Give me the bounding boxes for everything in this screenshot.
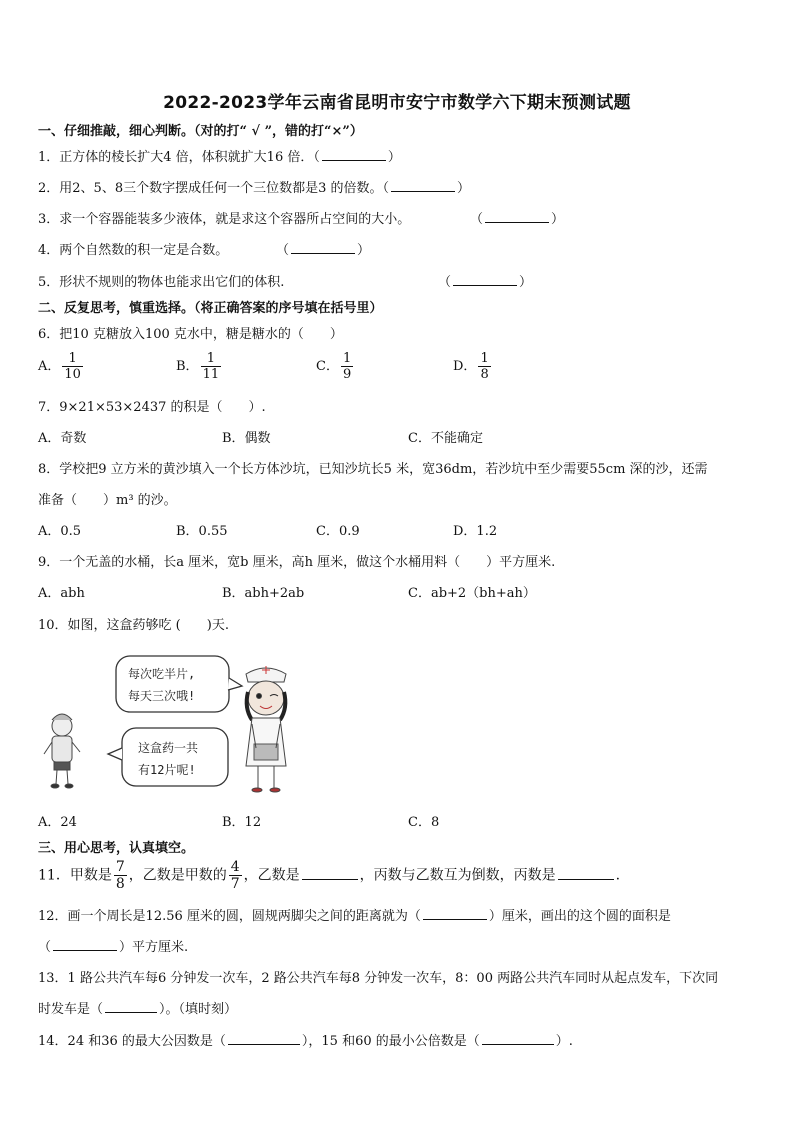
q1-text: 1．正方体的棱长扩大4 倍，体积就扩大16 倍．（ <box>38 150 320 165</box>
q10-option-a[interactable]: A．24 <box>38 815 77 830</box>
question-3 <box>38 208 410 227</box>
q7-option-c[interactable]: C．不能确定 <box>408 431 483 446</box>
q3-answer: （ ） <box>470 212 565 227</box>
q4-text: 4．两个自然数的积一定是合数。 <box>38 243 229 258</box>
question-7: 7．9×21×53×2437 的积是（ ）. <box>38 400 266 415</box>
speech-bubble-child <box>108 728 228 786</box>
q9-option-c[interactable]: C．ab+2（bh+ah） <box>408 586 536 601</box>
q3-answer-blank[interactable] <box>485 210 549 223</box>
q6-option-d[interactable]: D． $\frac{1}{8}$ <box>453 351 489 382</box>
q9-option-a[interactable]: A．abh <box>38 586 85 601</box>
q3-text: 3．求一个容器能装多少液体，就是求这个容器所占空间的大小。 <box>38 212 411 227</box>
question-5 <box>38 271 284 290</box>
q11-answer-blank-1[interactable] <box>302 867 358 880</box>
question-14: 14．24 和36 的最大公因数是（ ），15 和60 的最小公倍数是（ ）. <box>38 1034 573 1049</box>
q7-option-b[interactable]: B．偶数 <box>222 431 271 446</box>
q8-option-a[interactable]: A．0.5 <box>38 524 82 539</box>
bubble2-line1: 这盒药一共 <box>138 741 199 755</box>
bubble2-line2: 有12片呢! <box>138 763 196 777</box>
q12-answer-blank-2[interactable] <box>53 938 117 951</box>
nurse-figure-icon <box>246 666 286 792</box>
q10-illustration <box>38 648 308 800</box>
q2-text: 2．用2、5、8三个数字摆成任何一个三位数都是3 的倍数。（ <box>38 181 389 196</box>
q11-answer-blank-2[interactable] <box>558 867 614 880</box>
q14-answer-blank-2[interactable] <box>482 1032 554 1045</box>
bubble1-line2: 每天三次哦! <box>128 689 196 703</box>
question-13-line2: 时发车是（ ）。（填时刻） <box>38 1002 238 1017</box>
q4-answer-blank[interactable] <box>291 241 355 254</box>
question-8-line1: 8．学校把9 立方米的黄沙填入一个长方体沙坑，已知沙坑长5 米，宽36dm，若沙坑中至少需要55cm 深的沙，还需 <box>38 462 708 477</box>
speech-bubble-nurse <box>116 656 242 712</box>
section2-heading: 二、反复思考，慎重选择。（将正确答案的序号填在括号里） <box>38 301 383 316</box>
q13-answer-blank[interactable] <box>105 1000 157 1013</box>
bubble1-line1: 每次吃半片, <box>128 667 196 681</box>
question-10: 10．如图，这盒药够吃 ( )天. <box>38 618 229 633</box>
q8-option-c[interactable]: C．0.9 <box>316 524 360 539</box>
q7-option-a[interactable]: A．奇数 <box>38 431 87 446</box>
question-9: 9．一个无盖的水桶，长a 厘米，宽b 厘米，高h 厘米，做这个水桶用料（ ）平方厘米. <box>38 555 556 570</box>
q8-option-b[interactable]: B．0.55 <box>176 524 228 539</box>
question-1: 1．正方体的棱长扩大4 倍，体积就扩大16 倍．（ ） <box>38 150 401 165</box>
q6-option-a[interactable]: A． $\frac{1}{10}$ <box>38 351 81 382</box>
q9-option-b[interactable]: B．abh+2ab <box>222 586 305 601</box>
page-title: 2022-2023学年云南省昆明市安宁市数学六下期末预测试题 <box>163 93 631 113</box>
question-8-line2: 准备（ ）m³ 的沙。 <box>38 493 177 508</box>
q2-answer-blank[interactable] <box>391 179 455 192</box>
question-4 <box>38 239 228 258</box>
q10-option-b[interactable]: B．12 <box>222 815 262 830</box>
question-11: 11．甲数是 $\frac{7}{8}$ ，乙数是甲数的 $\frac{4}{7}$ ，乙数是 ，丙数与乙数互为倒数，丙数是 . <box>38 859 621 892</box>
q6-option-c[interactable]: C． $\frac{1}{9}$ <box>316 351 352 382</box>
question-6: 6．把10 克糖放入100 克水中，糖是糖水的（ ） <box>38 327 343 342</box>
q5-answer: （ ） <box>438 275 533 290</box>
q5-text: 5．形状不规则的物体也能求出它们的体积. <box>38 275 285 290</box>
question-2: 2．用2、5、8三个数字摆成任何一个三位数都是3 的倍数。（ ） <box>38 181 471 196</box>
question-13-line1: 13．1 路公共汽车每6 分钟发一次车，2 路公共汽车每8 分钟发一次车，8：00 两路公共汽车同时从起点发车，下次同 <box>38 971 719 986</box>
q12-answer-blank-1[interactable] <box>423 907 487 920</box>
question-12-line1: 12．画一个周长是12.56 厘米的圆，圆规两脚尖之间的距离就为（ ）厘米，画出的这个圆的面积是 <box>38 909 671 924</box>
q8-option-d[interactable]: D．1.2 <box>453 524 498 539</box>
q5-answer-blank[interactable] <box>453 273 517 286</box>
q10-option-c[interactable]: C．8 <box>408 815 440 830</box>
question-12-line2: （ ）平方厘米. <box>38 940 189 955</box>
q1-answer-blank[interactable] <box>322 148 386 161</box>
child-figure-icon <box>44 714 80 788</box>
q4-answer: （ ） <box>276 243 371 258</box>
q6-option-b[interactable]: B． $\frac{1}{11}$ <box>176 351 220 382</box>
q14-answer-blank-1[interactable] <box>228 1032 300 1045</box>
section1-heading: 一、仔细推敲，细心判断。（对的打“ √ ”，错的打“×”） <box>38 124 363 139</box>
section3-heading: 三、用心思考，认真填空。 <box>38 841 195 856</box>
